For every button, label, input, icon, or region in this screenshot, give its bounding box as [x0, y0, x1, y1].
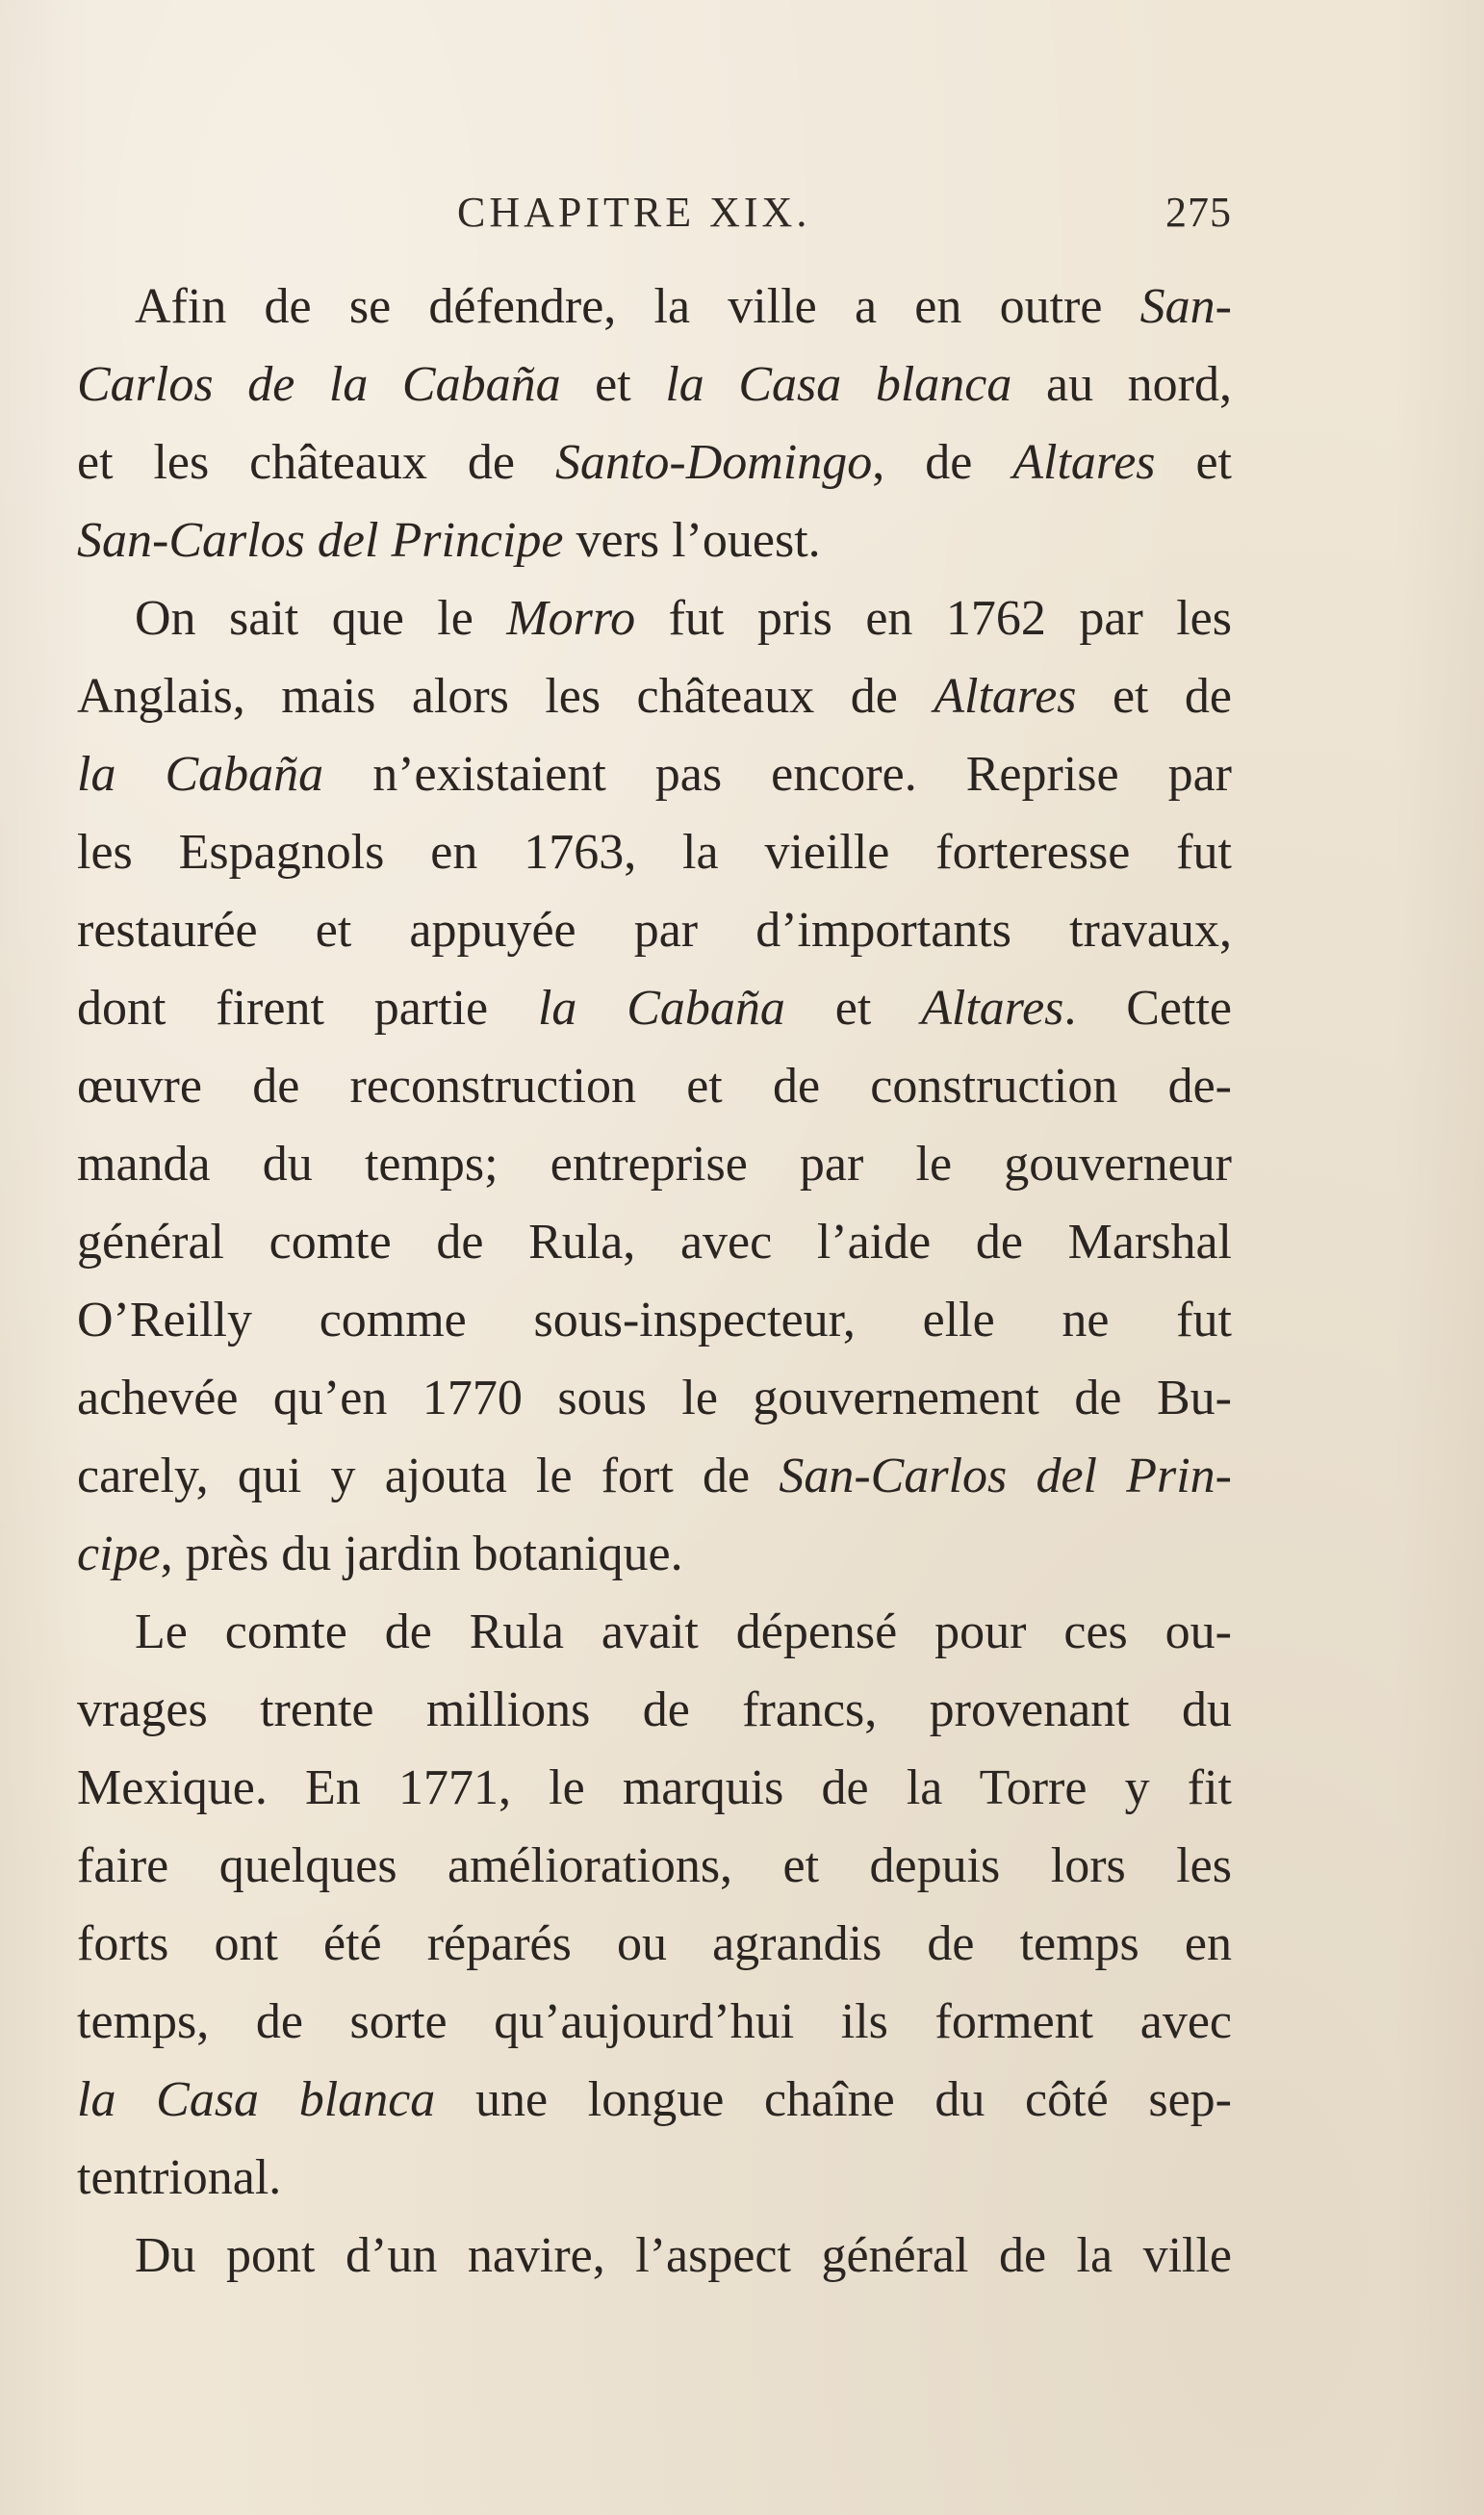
text-span: tentrional.	[77, 2150, 282, 2205]
text-span: faire quelques améliorations, et depuis lors les	[77, 1838, 1232, 1893]
italic-place-name: la Cabaña	[77, 747, 324, 802]
italic-place-name: Altares	[921, 981, 1064, 1036]
text-line	[77, 1905, 1232, 1983]
text-span: Du pont d’un navire, l’aspect général de la ville	[135, 2228, 1232, 2283]
text-line	[77, 735, 1232, 813]
body-text	[77, 268, 1232, 2295]
text-span: et	[1155, 435, 1233, 490]
text-span: temps, de sorte qu’aujourd’hui ils forment avec	[77, 1994, 1232, 2049]
text-span: les Espagnols en 1763, la vieille forteresse fut	[77, 825, 1232, 880]
chapter-title: CHAPITRE XIX.	[457, 189, 811, 236]
text-span: Le comte de Rula avait dépensé pour ces ou-	[135, 1604, 1232, 1659]
text-span: œuvre de reconstruction et de construction de-	[77, 1059, 1232, 1114]
text-span: Mexique. En 1771, le marquis de la Torre y fit	[77, 1760, 1232, 1815]
italic-place-name: la Cabaña	[537, 981, 785, 1036]
text-span: restaurée et appuyée par d’importants travaux,	[77, 903, 1232, 958]
text-line	[77, 2217, 1232, 2295]
italic-place-name: Carlos de la Cabaña	[77, 357, 561, 412]
text-line	[77, 1983, 1232, 2061]
text-span: , de	[872, 435, 1013, 490]
text-span: dont firent partie	[77, 981, 538, 1036]
page-number: 275	[1165, 189, 1232, 236]
text-line	[77, 813, 1232, 891]
text-line	[77, 579, 1232, 657]
text-span: fut pris en 1762 par les	[635, 591, 1232, 646]
text-span: forts ont été réparés ou agrandis de temps en	[77, 1916, 1232, 1971]
italic-place-name: Morro	[506, 591, 636, 646]
text-line	[77, 657, 1232, 735]
text-line	[77, 1515, 1232, 1593]
italic-place-name: cipe	[77, 1527, 161, 1581]
text-line	[77, 501, 1232, 579]
text-line	[77, 1281, 1232, 1359]
text-line	[77, 1125, 1232, 1203]
text-line	[77, 268, 1232, 346]
text-line	[77, 1437, 1232, 1515]
text-line	[77, 891, 1232, 969]
text-line	[77, 1671, 1232, 1749]
text-span: manda du temps; entreprise par le gouverneur	[77, 1137, 1232, 1192]
text-span: général comte de Rula, avec l’aide de Marshal	[77, 1215, 1232, 1270]
text-span: . Cette	[1063, 981, 1232, 1036]
text-span: Anglais, mais alors les châteaux de	[77, 669, 934, 724]
italic-place-name: San-Carlos del Prin-	[779, 1449, 1232, 1503]
text-line	[77, 1749, 1232, 1827]
text-span: vrages trente millions de francs, provenant du	[77, 1682, 1232, 1737]
text-line	[77, 2139, 1232, 2217]
text-span: Afin de se défendre, la ville a en outre	[135, 279, 1140, 334]
text-line	[77, 2061, 1232, 2139]
text-span: n’existaient pas encore. Reprise par	[323, 747, 1232, 802]
text-span: et	[560, 357, 666, 412]
text-span: une longue chaîne du côté sep-	[435, 2072, 1232, 2127]
text-line	[77, 423, 1232, 501]
text-span: achevée qu’en 1770 sous le gouvernement de Bu-	[77, 1371, 1232, 1425]
text-line	[77, 1047, 1232, 1125]
text-span: et les châteaux de	[77, 435, 555, 490]
italic-place-name: Altares	[934, 669, 1077, 724]
text-line	[77, 1593, 1232, 1671]
text-span: vers l’ouest.	[563, 513, 821, 568]
text-line	[77, 346, 1232, 423]
running-head	[77, 188, 1232, 255]
italic-place-name: la Casa blanca	[665, 357, 1012, 412]
italic-place-name: Altares	[1012, 435, 1156, 490]
italic-place-name: la Casa blanca	[77, 2072, 436, 2127]
italic-place-name: Santo-Domingo	[554, 435, 873, 490]
text-line	[77, 1359, 1232, 1437]
text-span: O’Reilly comme sous-inspecteur, elle ne fut	[77, 1293, 1232, 1347]
text-line	[77, 969, 1232, 1047]
text-span: et de	[1076, 669, 1232, 724]
italic-place-name: San-Carlos del Principe	[77, 513, 564, 568]
text-span: carely, qui y ajouta le fort de	[77, 1449, 780, 1503]
text-line	[77, 1827, 1232, 1905]
text-line	[77, 1203, 1232, 1281]
text-span: On sait que le	[135, 591, 507, 646]
text-span: au nord,	[1011, 357, 1232, 412]
italic-place-name: San-	[1139, 279, 1232, 334]
text-span: et	[784, 981, 922, 1036]
text-span: , près du jardin botanique.	[160, 1527, 683, 1581]
